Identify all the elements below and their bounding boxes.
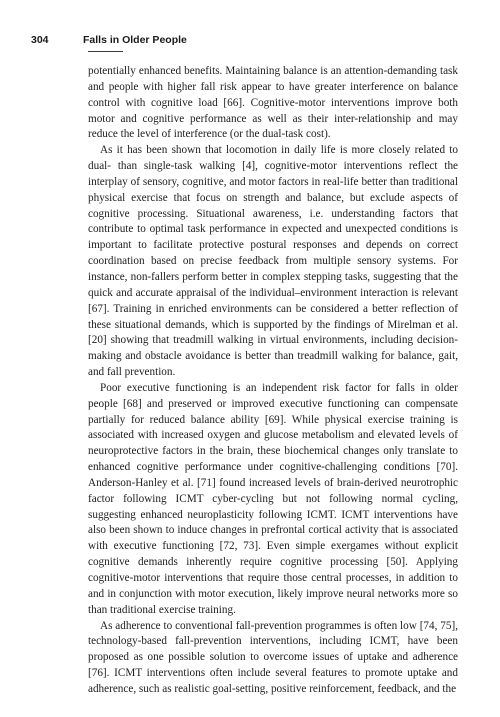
paragraph-4: As adherence to conventional fall-prevention programmes is often low [74, 75], technology-based fall-prevention interventions, including ICMT, have been proposed as one possible solution to overcome issues of uptake and adherence [76]. ICMT interventions often include several features to promote uptake and adherence, such as realistic goal-setting, positive reinforcement, feedback, and the — [88, 619, 458, 695]
page-number: 304 — [31, 34, 49, 46]
paragraph-1: potentially enhanced benefits. Maintaining balance is an attention-demanding task and people with higher fall risk appear to have greater interference on balance control with cognitive load [66]. Cognitive-motor interventions improve both motor and cognitive performance as well as their inter-relationship and may reduce the level of interference (or the dual-task cost). — [88, 65, 458, 141]
body-text — [88, 64, 458, 698]
paragraph-2: As it has been shown that locomotion in daily life is more closely related to dual- than single-task walking [4], cognitive-motor interventions reflect the interplay of sensory, cognitive, and motor factors in real-life better than traditional physical exercise that focus on strength and balance, but exclude aspects of cognitive processing. Situational awareness, i.e. understanding factors that contribute to optimal task performance in expected and unexpected conditions is important to facilitate protective postural responses and depends on correct coordination based on precise feedback from multiple sensory systems. For instance, non-fallers perform better in complex stepping tasks, suggesting that the quick and accurate appraisal of the individual–environment interaction is relevant [67]. Training in enriched environments can be considered a better reflection of these situational demands, which is supported by the findings of Mirelman et al. [20] showing that treadmill walking in virtual environments, including decision-making and obstacle avoidance is better than treadmill walking for balance, gait, and fall prevention. — [88, 144, 458, 379]
running-title: Falls in Older People — [83, 34, 187, 46]
header-rule — [88, 51, 123, 52]
paragraph-3: Poor executive functioning is an independent risk factor for falls in older people [68] and preserved or improved executive functioning can compensate partially for reduced balance ability [69]. While physical exercise training is associated with increased oxygen and glucose metabolism and elevated levels of neuroprotective factors in the brain, these biochemical changes only translate to enhanced cognitive performance under cognitive-challenging conditions [70]. Anderson-Hanley et al. [71] found increased levels of brain-derived neurotrophic factor following ICMT cyber-cycling but not following normal cycling, suggesting enhanced neuroplasticity following ICMT. ICMT interventions have also been shown to induce changes in prefrontal cortical activity that is associated with executive functioning [72, 73]. Even simple exergames without explicit cognitive demands inherently require cognitive processing [50]. Applying cognitive-motor interventions that require those central processes, in addition to and in conjunction with motor execution, likely improve neural networks more so than traditional exercise training. — [88, 381, 458, 616]
running-head — [31, 32, 431, 48]
